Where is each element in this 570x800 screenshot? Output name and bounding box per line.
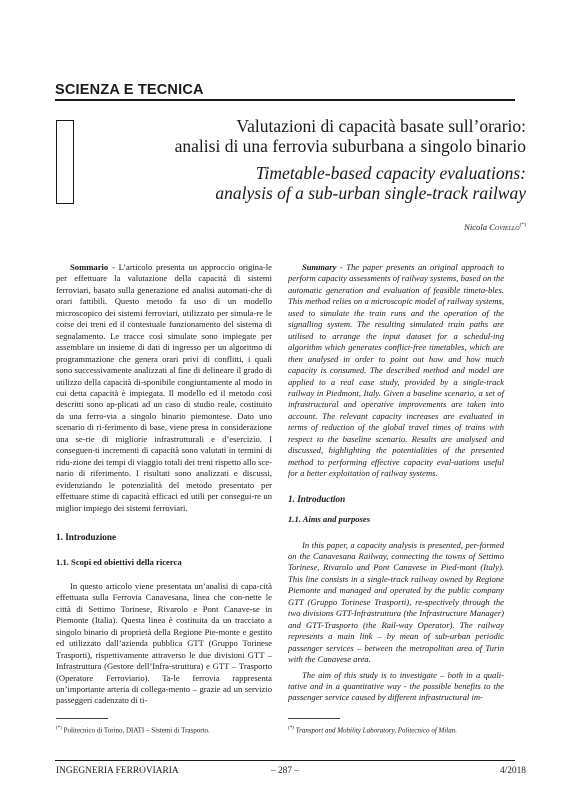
title-box-decoration <box>56 120 74 204</box>
subsection-heading-italian: 1.1. Scopi ed obiettivi della ricerca <box>56 557 182 568</box>
footnote-english-mark: (*) <box>288 726 294 731</box>
author-footnote-mark: (*) <box>519 222 526 229</box>
title-italian <box>140 117 526 156</box>
footnote-english <box>288 726 457 734</box>
footnote-rule-right <box>288 718 340 719</box>
title-english <box>140 164 526 203</box>
paragraph-english-2: The aim of this study is to investigate – both in a quali-tative and in a quantitative way - the possible benefits to the passenger service caused by different infrastructural im- <box>288 669 504 703</box>
summary-english <box>288 262 504 480</box>
summary-english-text: - The paper presents an original approach to perform capacity assessments of railway systems, based on the automatic generation and evaluation of feasible timeta-bles. This method relies on a microscopic model of railway systems, used to simulate the train runs and the operation of the signalling system. The resulting simulated train paths are utilised to arrange the input dataset for a schedul-ing algorithm which generates conflict-free timetables, which are then analysed in order to point out how and how much capacity is consumed. The described method and model are applied to a real case study, provided by a single-track railway in Piedmont, Italy. Given a baseline scenario, a set of infrastructural and operative improvements are taken into account. The relevant capacity increases are evaluated in terms of reduction of the global travel times of trains with respect to the baseline scenario. Results are analysed and discussed, highlighting the potentialities of the presented method to performing effective capacity eval-uations useful for a better exploitation of railway systems. <box>288 262 505 479</box>
footer-issue: 4/2018 <box>499 766 526 776</box>
section-label: SCIENZA E TECNICA <box>55 82 204 98</box>
summary-italian-lead: Sommario <box>70 262 109 272</box>
footer-rule <box>55 760 515 761</box>
title-english-line1: Timetable-based capacity evaluations: <box>255 163 526 183</box>
author <box>464 222 526 232</box>
summary-italian-text: - L’articolo presenta un approccio origina-le per effettuare la valutazione della capacità di sistemi ferroviari, basato sulla generazione ed analisi automati-che di orari fattibili. Questo metodo fa uso di un modello microscopico dei sistemi ferroviari, utilizzato per simula-re le corse dei treni ed il contestuale funzionamento del sistema di segnalamento. Le tracce così simulate sono impiegate per assemblare un insieme di dati di ingresso per un algoritmo di programmazione che genera orari privi di conflitti, i quali sono successivamente analizzati al fine di delineare il grado di utilizzo della capacità di-sponibile congiuntamente al modo in cui detta capacità è impiegata. Il modello ed il metodo così descritti sono ap-plicati ad un caso di studio reale, costituito da una ferro-via a singolo binario piemontese. Dato uno scenario di ri-ferimento di base, viene presa in considerazione una se-rie di migliorie infrastrutturali e d’esercizio. I conseguen-ti incrementi di capacità sono valutati in termini di ridu-zione dei tempi di viaggio totali dei treni rispetto allo sce-nario di riferimento. I risultati sono analizzati e discussi, evidenziando le potenzialità del metodo presentato per effettuare stime di capacità efficaci ed utili per consegui-re un miglior impiego dei sistemi ferroviari. <box>56 262 272 513</box>
title-italian-line2: analisi di una ferrovia suburbana a singolo binario <box>174 135 526 156</box>
section-heading-italian: 1. Introduzione <box>56 531 117 542</box>
footnote-italian <box>56 726 210 734</box>
summary-italian <box>56 262 272 514</box>
column-italian <box>56 262 272 707</box>
paragraph-italian: In questo articolo viene presentata un’analisi di capa-cità effettuata sulla Ferrovia Canavesana, linea che con-nette le città di Settimo Torinese, Rivarolo e Pont Canave-se in Piemonte (Italia). Questa linea è costituita da un tracciato a singolo binario di proprietà della Regione Pie-monte e gestito ed utilizzato dall’azienda pubblica GTT (Gruppo Torinese Trasporti), rispettivamente attraverso le due divisioni GTT – Infrastruttura (Gestore dell’Infra-struttura) e GTT – Trasporto (Operatore Ferroviario). Ta-le ferrovia rappresenta un’importante arteria di collega-mento – grazie ad un servizio passeggeri cadenzato di ti- <box>56 580 272 706</box>
footnote-italian-text: Politecnico di Torino, DIATI – Sistemi di Trasporto. <box>61 726 210 735</box>
footer-page-number: – 287 – <box>270 766 300 776</box>
paragraph-english-1: In this paper, a capacity analysis is presented, per-formed on the Canavesana Railway, connecting the towns of Settimo Torinese, Rivarolo and Pont Canavese in Pied-mont (Italy). This line consists in a single-track railway owned by Regione Piemonte and managed and operated by the public company GTT (Gruppo Torinese Trasporti), re-spectively through the two divisions GTT-Infrastruttura (the Infrastructure Manager) and GTT-Trasporto (the Rail-way Operator). The railway represents a main link – by mean of sub-urban periodic passenger services – between the metropolitan area of Turin with the Canavese area. <box>288 539 504 665</box>
section-rule <box>55 99 515 101</box>
footer-journal-name: INGEGNERIA FERROVIARIA <box>56 766 179 776</box>
footnote-rule-left <box>56 718 108 719</box>
subsection-heading-english: 1.1. Aims and purposes <box>288 514 371 525</box>
footnote-english-text: Transport and Mobility Laboratory, Politecnico of Milan. <box>293 726 457 735</box>
column-english <box>288 262 504 704</box>
author-first-name: Nicola <box>464 222 490 232</box>
author-last-name: Coviello <box>489 222 520 232</box>
footnote-italian-mark: (*) <box>56 726 62 731</box>
title-italian-line1: Valutazioni di capacità basate sull’orario: <box>236 116 526 136</box>
section-heading-english: 1. Introduction <box>288 493 346 504</box>
summary-english-lead: Summary <box>302 262 337 272</box>
title-english-line2: analysis of a sub-urban single-track railway <box>215 182 526 203</box>
